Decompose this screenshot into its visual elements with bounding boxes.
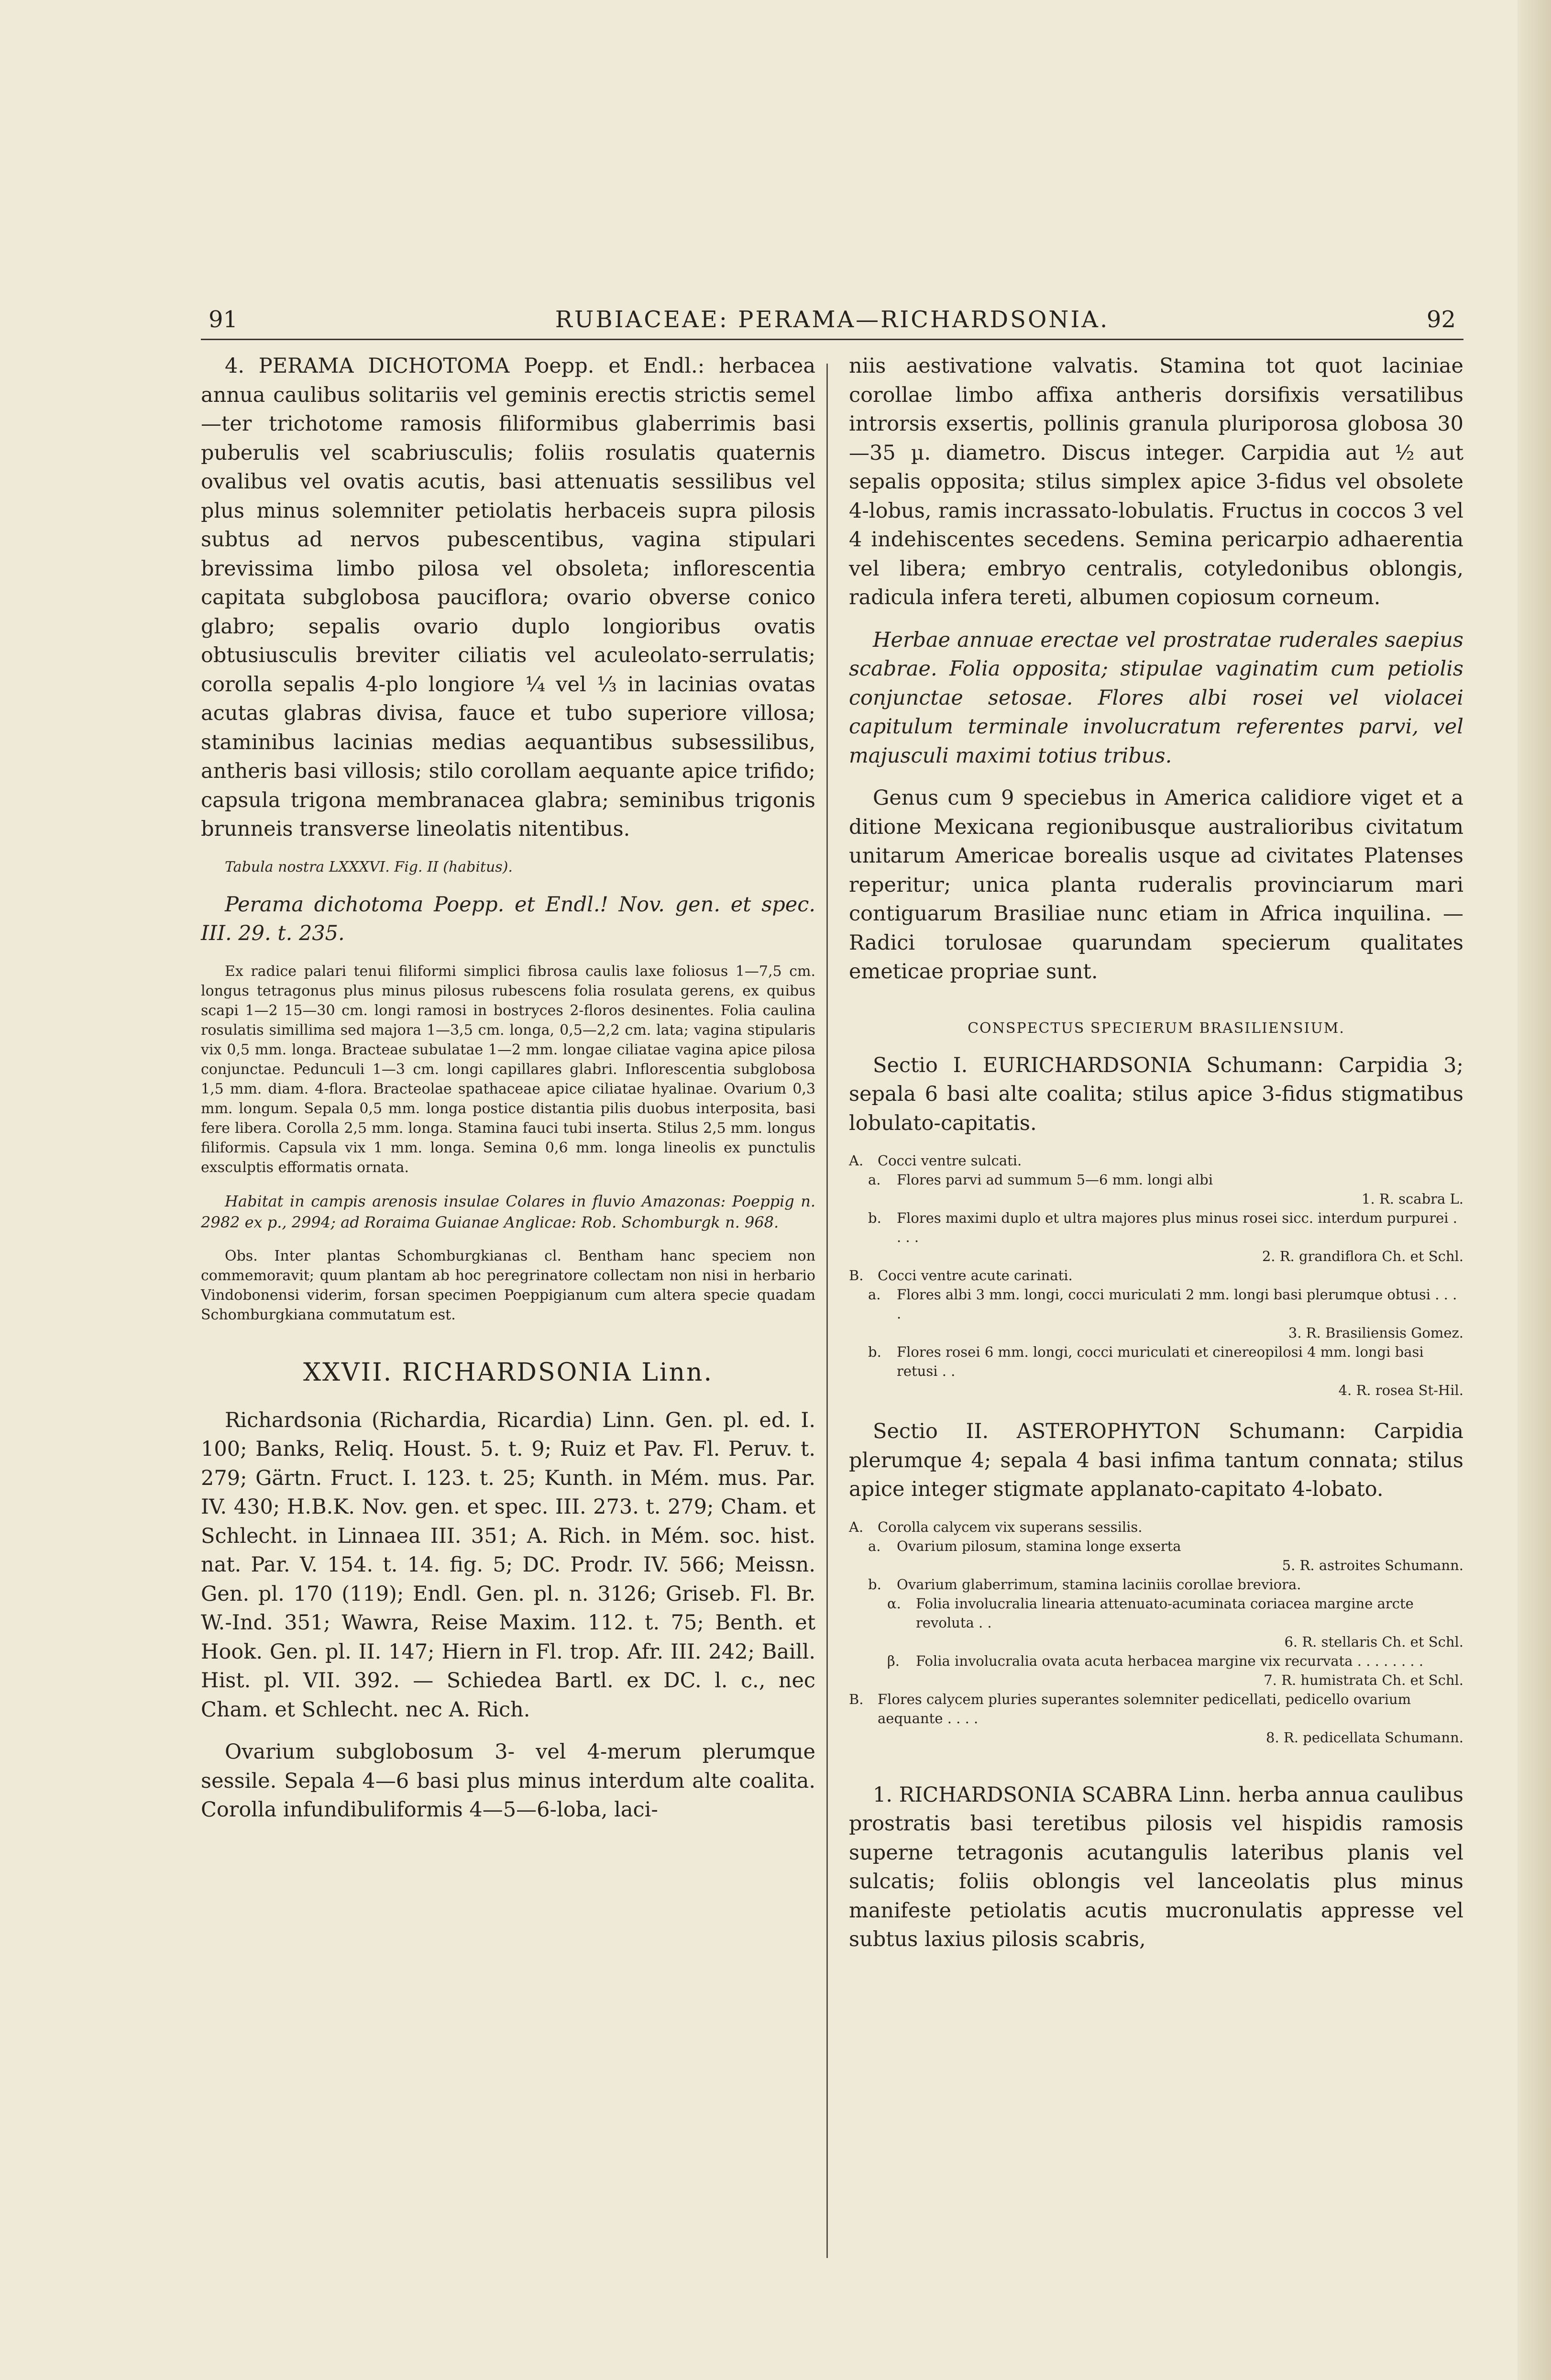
species-4-text: herbacea annua caulibus solitariis vel geminis erectis strictis semel—ter trichotome ramosis filiformibus glaberrimis basi puberulis vel scabriusculis; foliis rosulatis quaternis ovalibus vel ovatis acutis, basi attenuatis sessilibus vel plus minus solemniter petiolatis herbaceis supra pilosis subtus ad nervos pubescentibus, vagina stipulari brevissima limbo pilosa vel obsoleta; inflorescentia capitata subglobosa pauciflora; ovario obverse conico glabro; sepalis ovario duplo longioribus ovatis obtusiusculis breviter ciliatis vel aculeolato-serrulatis; corolla sepalis 4-plo longiore ¼ vel ⅓ in lacinias ovatas acutas glabras divisa, fauce et tubo superiore villosa; staminibus lacinias medias aequantibus subsessilibus, antheris basi villosis; stilo corollam aequante apice trifido; capsula trigona membranacea glabra; seminibus trigonis brunneis transverse lineolatis nitentibus. (201, 354, 815, 841)
key-text: Ovarium pilosum, stamina longe exserta 5. R. astroites Schumann. (897, 1537, 1463, 1575)
key-text: Flores rosei 6 mm. longi, cocci muriculati et cinereopilosi 4 mm. longi basi retusi . . 4. R. rosea St-Hil. (897, 1342, 1463, 1400)
key-label: A. (849, 1518, 864, 1535)
genus-references: Richardsonia (Richardia, Ricardia) Linn. Gen. pl. ed. I. 100; Banks, Reliq. Houst. 5. t. 9; Ruiz et Pav. Fl. Peruv. t. 279; Gärtn. Fruct. I. 123. t. 25; Kunth. in Mém. mus. Par. IV. 430; H.B.K. Nov. gen. et spec. III. 273. t. 279; Cham. et Schlecht. in Linnaea III. 351; A. Rich. in Mém. soc. hist. nat. Par. V. 154. t. 14. fig. 5; DC. Prodr. IV. 566; Meissn. Gen. pl. 170 (119); Endl. Gen. pl. n. 3126; Griseb. Fl. Br. W.-Ind. 351; Wawra, Reise Maxim. 112. t. 75; Benth. et Hook. Gen. pl. II. 147; Hiern in Fl. trop. Afr. III. 242; Baill. Hist. pl. VII. 392. — Schiedea Bartl. ex DC. l. c., nec Cham. et Schlecht. nec A. Rich. (201, 1408, 815, 1722)
key-entry (849, 1285, 1463, 1342)
synonym-citation: Perama dichotoma Poepp. et Endl.! Nov. gen. et spec. III. 29. t. 235. (201, 892, 815, 945)
species-1-description: 1. RICHARDSONIA SCABRA Linn. herba annua caulibus prostratis basi teretibus pilosis vel hispidis ramosis superne tetragonis acutangulis lateribus planis vel sulcatis; foliis oblongis vel lanceolatis plus minus manifeste petiolatis acutis mucronulatis appresse vel subtus laxius pilosis scabris, (849, 1782, 1463, 1951)
habitat-text: Habitat in campis arenosis insulae Colares in fluvio Amazonas: Poeppig n. 2982 ex p., 2994; ad Roraima Guianae Anglicae: Rob. Schomburgk n. 968. (201, 1192, 815, 1231)
species-4-heading: 4. PERAMA DICHOTOMA Poepp. et Endl.: (225, 354, 705, 378)
key-text: Flores parvi ad summum 5—6 mm. longi albi 1. R. scabra L. (897, 1170, 1463, 1208)
conspectus-heading: CONSPECTUS SPECIERUM BRASILIENSIUM. (968, 1019, 1345, 1037)
key-entry (849, 1151, 1463, 1170)
key-entry (849, 1537, 1463, 1575)
observation-note: Obs. Inter plantas Schomburgkianas cl. Bentham hanc speciem non commemoravit; quum plantam ab hoc peregrinatore collectam non nisi in herbario Vindobonensi viderim, forsan specimen Poeppigianum cum altera specie quadam Schomburgkiana commutatum est. (201, 1247, 815, 1323)
key-label: B. (849, 1691, 864, 1707)
key-result: 7. R. humistrata Ch. et Schl. (1264, 1672, 1463, 1688)
key-section-2 (849, 1517, 1463, 1747)
key-entry (849, 1594, 1463, 1651)
tabula-reference: Tabula nostra LXXXVI. Fig. II (habitus). (225, 858, 513, 875)
header-rule (201, 339, 1463, 340)
key-result: 3. R. Brasiliensis Gomez. (1288, 1325, 1463, 1341)
key-label: b. (868, 1210, 881, 1226)
key-entry (849, 1342, 1463, 1400)
species-4-description (201, 352, 815, 844)
right-column (849, 352, 1463, 1968)
key-text: Corolla calycem vix superans sessilis. (878, 1518, 1143, 1535)
key-entry (849, 1170, 1463, 1208)
key-result: 5. R. astroites Schumann. (1282, 1557, 1463, 1573)
key-entry (849, 1690, 1463, 1747)
key-label: b. (868, 1576, 881, 1593)
key-result: 6. R. stellaris Ch. et Schl. (1284, 1633, 1463, 1650)
genus-heading: XXVII. RICHARDSONIA Linn. (303, 1358, 713, 1387)
key-label: β. (887, 1652, 900, 1669)
key-label: a. (868, 1286, 881, 1303)
key-label: A. (849, 1152, 864, 1169)
key-entry (849, 1266, 1463, 1285)
column-divider (826, 364, 828, 2258)
genus-description: Ovarium subglobosum 3- vel 4-merum plerumque sessile. Sepala 4—6 basi plus minus interdum alte coalita. Corolla infundibuliformis 4—5—6-loba, laci- (201, 1740, 815, 1822)
key-result: 1. R. scabra L. (1362, 1191, 1463, 1207)
key-text: Cocci ventre sulcati. (878, 1152, 1022, 1169)
key-label: b. (868, 1344, 881, 1360)
genus-description-continued: niis aestivatione valvatis. Stamina tot quot laciniae corollae limbo affixa antheris dorsifixis versatilibus introrsis exsertis, pollinis granula pluriporosa globosa 30—35 µ. diametro. Discus integer. Carpidia aut ½ aut sepalis opposita; stilus simplex apice 3-fidus vel obsolete 4-lobus, ramis incrassato-lobulatis. Fructus in coccos 3 vel 4 indehiscentes secedens. Semina pericarpio adhaerentia vel libera; embryo centralis, cotyledonibus oblongis, radicula infera tereti, albumen copiosum corneum. (849, 354, 1463, 609)
key-entry (849, 1575, 1463, 1594)
page-edge (1518, 0, 1551, 2380)
key-text: Folia involucralia ovata acuta herbacea margine vix recurvata . . . . . . . . 7. R. humistrata Ch. et Schl. (916, 1651, 1463, 1690)
genus-distribution: Genus cum 9 speciebus in America calidiore viget et a ditione Mexicana regionibusque australioribus civitatum unitarum Americae borealis usque ad civitates Platenses reperitur; unica planta ruderalis provinciarum mari contiguarum Brasiliae nunc etiam in Africa inquilina. — Radici torulosae quarundam specierum qualitates emeticae propriae sunt. (849, 786, 1463, 984)
left-page-number: 91 (209, 306, 238, 333)
key-entry (849, 1651, 1463, 1690)
key-text: Flores calycem pluries superantes solemniter pedicellati, pedicello ovarium aequante . . . . 8. R. pedicellata Schumann. (878, 1690, 1463, 1747)
key-section-1 (849, 1151, 1463, 1400)
left-column (201, 352, 815, 1838)
key-result: 8. R. pedicellata Schumann. (1266, 1729, 1463, 1746)
sectio-1: Sectio I. EURICHARDSONIA Schumann: Carpidia 3; sepala 6 basi alte coalita; stilus apice 3-fidus stigmatibus lobulato-capitatis. (849, 1053, 1463, 1135)
genus-habit: Herbae annuae erectae vel prostratae ruderales saepius scabrae. Folia opposita; stipulae vaginatim cum petiolis conjunctae setosae. Flores albi rosei vel violacei capitulum terminale involucratum referentes parvi, vel majusculi maximi totius tribus. (849, 628, 1463, 768)
key-entry (849, 1517, 1463, 1537)
key-text: Cocci ventre acute carinati. (878, 1267, 1073, 1284)
detailed-description: Ex radice palari tenui filiformi simplici fibrosa caulis laxe foliosus 1—7,5 cm. longus tetragonus plus minus pilosus rubescens folia rosulata gerens, ex quibus scapi 1—2 15—30 cm. longi ramosi in bostryces 2-floros desinentes. Folia caulina rosulatis simillima sed majora 1—3,5 cm. longa, 0,5—2,2 cm. lata; vagina stipularis vix 0,5 mm. longa. Bracteae subulatae 1—2 mm. longae ciliatae vagina apice pilosa conjunctae. Pedunculi 1—3 cm. longi capillares glabri. Inflorescentia subglobosa 1,5 mm. diam. 4-flora. Bracteolae spathaceae apice ciliatae hyalinae. Ovarium 0,3 mm. longum. Sepala 0,5 mm. longa postice distantia pilis duobus interposita, basi fere libera. Corolla 2,5 mm. longa. Stamina fauci tubi inserta. Stilus 2,5 mm. longus filiformis. Capsula vix 1 mm. longa. Semina 0,6 mm. longa lineolis ex punctulis exsculptis efformatis ornata. (201, 963, 815, 1176)
key-entry (849, 1208, 1463, 1266)
key-label: B. (849, 1267, 864, 1284)
key-text: Folia involucralia linearia attenuato-acuminata coriacea margine arcte revoluta . . 6. R. stellaris Ch. et Schl. (916, 1594, 1463, 1651)
key-text: Ovarium glaberrimum, stamina laciniis corollae breviora. (897, 1576, 1301, 1593)
key-result: 4. R. rosea St-Hil. (1338, 1382, 1463, 1398)
running-title: RUBIACEAE: PERAMA—RICHARDSONIA. (555, 306, 1110, 333)
key-text: Flores albi 3 mm. longi, cocci muriculati 2 mm. longi basi plerumque obtusi . . . . 3. R. Brasiliensis Gomez. (897, 1285, 1463, 1342)
key-label: a. (868, 1538, 881, 1554)
key-label: a. (868, 1172, 881, 1188)
key-text: Flores maximi duplo et ultra majores plus minus rosei sicc. interdum purpurei . . . . 2. R. grandiflora Ch. et Schl. (897, 1208, 1463, 1266)
sectio-2: Sectio II. ASTEROPHYTON Schumann: Carpidia plerumque 4; sepala 4 basi infima tantum connata; stilus apice integer stigmate applanato-capitato 4-lobato. (849, 1419, 1463, 1501)
key-result: 2. R. grandiflora Ch. et Schl. (1262, 1248, 1463, 1264)
key-label: α. (887, 1595, 901, 1612)
right-page-number: 92 (1426, 306, 1456, 333)
